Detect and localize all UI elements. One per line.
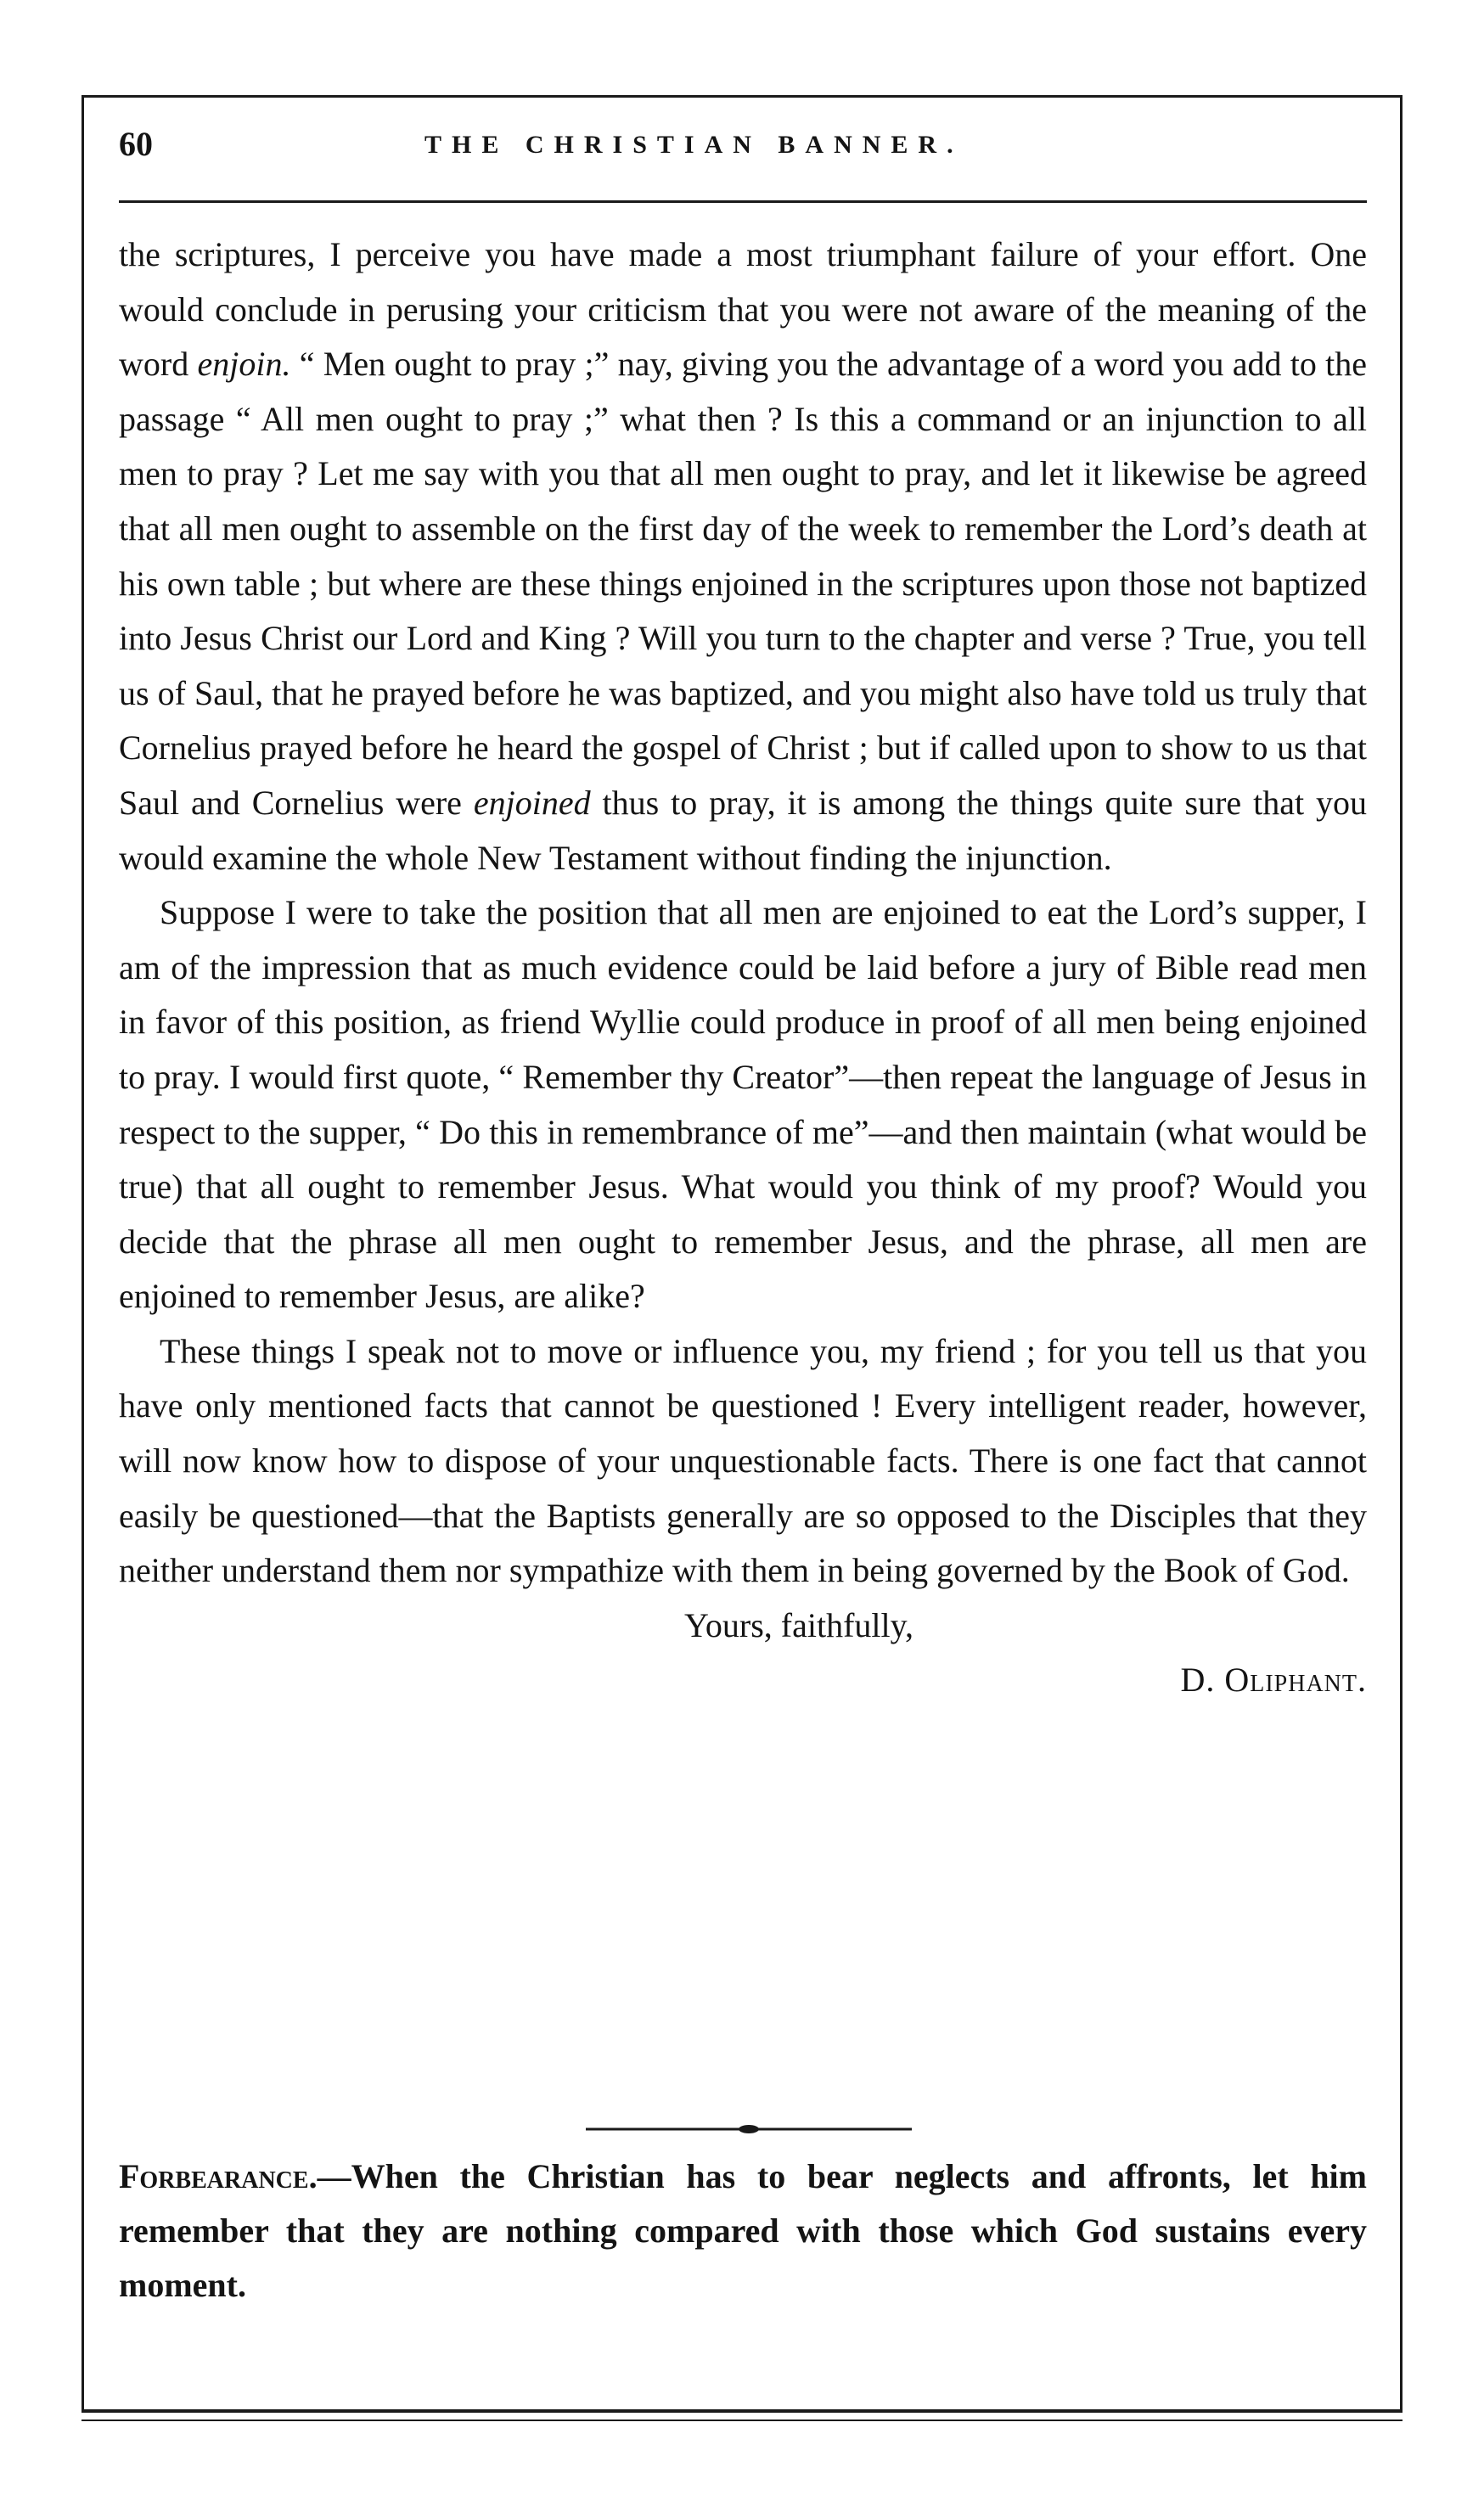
paragraph-3: These things I speak not to move or influence you, my friend ; for you tell us that you have only mentioned facts that cannot be questioned ! Every intelligent reader, however, will now know how to dispose of your unquestionable facts. There is one fact that cannot easily be questioned—that the Baptists generally are so opposed to the Disciples that they neither understand them nor sympathize with them in being governed by the Book of God. <box>119 1331 1367 1590</box>
paragraph-1-part-1: the scriptures, I perceive you have made a most triumphant failure of your effort. One would conclude in perusing your criticism that you were not aware of the meaning of the word <box>119 235 1367 384</box>
section-divider-ornament <box>586 2121 912 2138</box>
page-number: 60 <box>119 125 153 163</box>
forbearance-heading: Forbearance. <box>119 2157 318 2195</box>
letter-body <box>119 228 1367 1708</box>
paragraph-2: Suppose I were to take the position that all men are enjoined to eat the Lord’s supper, I am of the impression that as much evidence could be laid before a jury of Bible read men in favor of this position, as friend Wyllie could produce in proof of all men being enjoined to pray. I would first quote, “ Remember thy Creator”—then repeat the language of Jesus in respect to the supper, “ Do this in remembrance of me”—and then maintain (what would be true) that all ought to remember Jesus. What would you think of my proof? Would you decide that the phrase all men ought to remember Jesus, and the phrase, all men are enjoined to remember Jesus, are alike? <box>119 893 1367 1316</box>
forbearance-text: —When the Christian has to bear neglects and affronts, let him remember that they are nothing compared with those which God sustains every moment. <box>119 2157 1367 2304</box>
bottom-rule <box>82 2420 1402 2421</box>
paragraph-1-part-2: “ Men ought to pray ;” nay, giving you the advantage of a word you add to the passage “ All men ought to pray ;” what then ? Is this a command or an injunction to all men to pray ? Let me say with you that all men ought to pray, and let it likewise be agreed that all men ought to assemble on the first day of the week to remember the Lord’s death at his own table ; but where are these things enjoined in the scriptures upon those not baptized into Jesus Christ our Lord and King ? Will you turn to the chapter and verse ? True, you tell us of Saul, that he prayed before he was baptized, and you might also have told us truly that Cornelius prayed before he heard the gospel of Christ ; but if called upon to show to us that Saul and Cornelius were <box>119 345 1367 822</box>
letter-signature: D. Oliphant. <box>1180 1661 1367 1700</box>
forbearance-paragraph <box>119 2150 1367 2313</box>
paragraph-1-italic-enjoin: enjoin. <box>197 345 291 384</box>
letter-closing: Yours, faithfully, <box>684 1605 914 1644</box>
paragraph-1 <box>119 228 1367 885</box>
paragraph-1-part-3: thus to pray, it is among the things quite sure that you would examine the whole New Testament without finding the injunction. <box>119 783 1367 877</box>
header-rule <box>119 200 1367 203</box>
forbearance-note <box>119 2150 1367 2313</box>
running-title: THE CHRISTIAN BANNER. <box>424 131 964 159</box>
page-header <box>119 119 1367 178</box>
paragraph-1-italic-enjoined: enjoined <box>473 783 591 822</box>
